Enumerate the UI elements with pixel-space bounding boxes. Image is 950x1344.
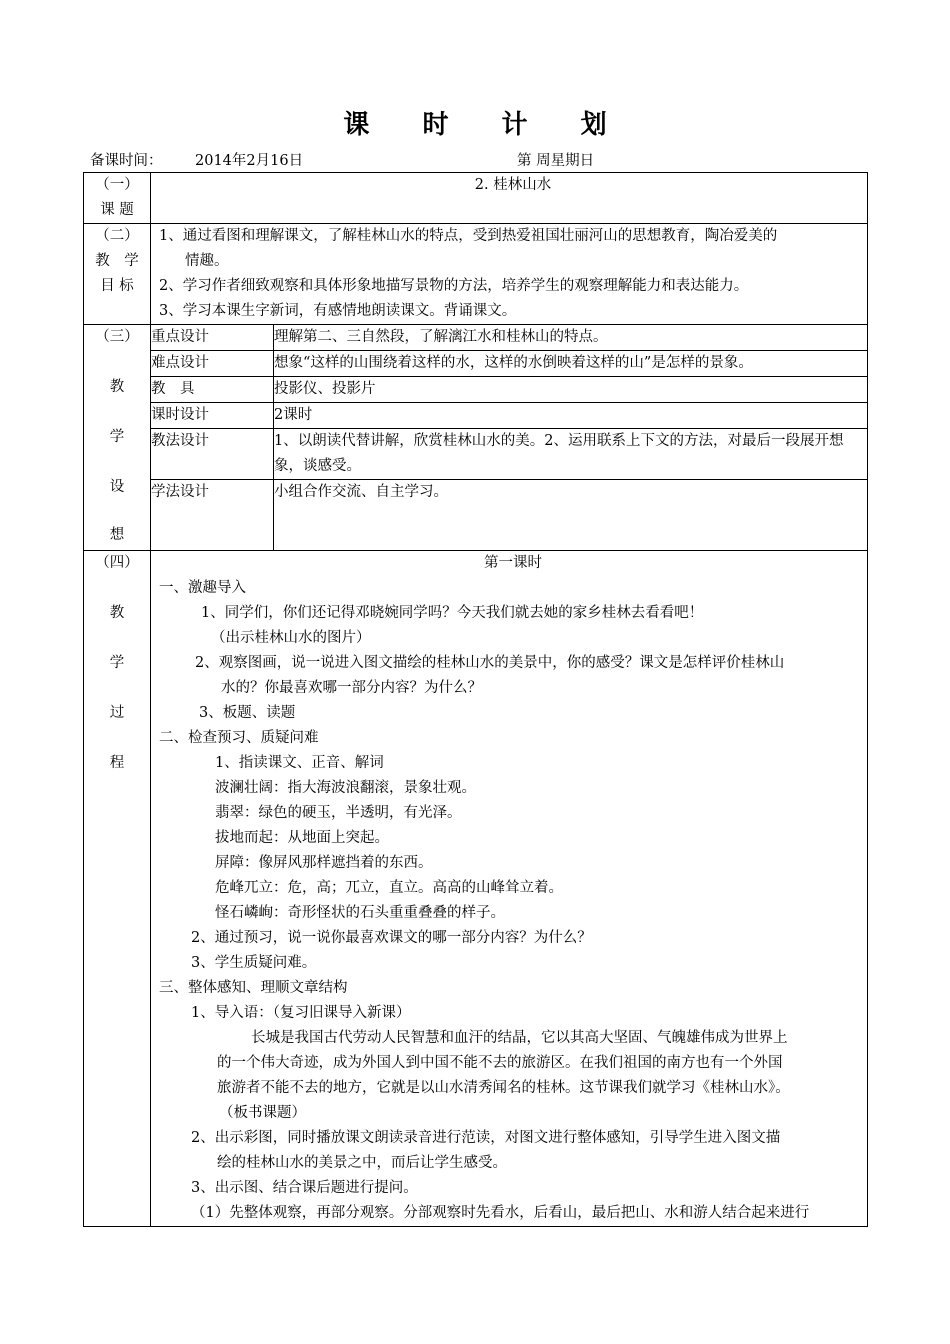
design-label-char: 想 bbox=[109, 527, 125, 543]
design-key: 教法设计 bbox=[151, 429, 274, 480]
process-line: 的一个伟大奇迹，成为外国人到中国不能不去的旅游区。在我们祖国的南方也有一个外国 bbox=[217, 1055, 783, 1071]
design-row bbox=[151, 480, 867, 551]
process-line: 3、学生质疑问难。 bbox=[191, 955, 317, 971]
section-design bbox=[84, 325, 868, 551]
section-goals bbox=[84, 224, 868, 325]
goal-item: 情趣。 bbox=[185, 253, 229, 269]
design-label-num: （三） bbox=[95, 329, 139, 345]
design-value: 2课时 bbox=[274, 403, 868, 429]
process-line: 三、整体感知、理顺文章结构 bbox=[159, 980, 348, 996]
period-heading: 第一课时 bbox=[484, 555, 542, 571]
design-value: 投影仪、投影片 bbox=[274, 377, 868, 403]
process-line: 2、出示彩图，同时播放课文朗读录音进行范读，对图文进行整体感知，引导学生进入图文描 bbox=[191, 1130, 781, 1146]
process-line: 危峰兀立：危，高；兀立，直立。高高的山峰耸立着。 bbox=[215, 880, 563, 896]
design-key: 教 具 bbox=[151, 377, 274, 403]
process-line: 屏障：像屏风那样遮挡着的东西。 bbox=[215, 855, 433, 871]
process-line: 怪石嶙峋：奇形怪状的石头重重叠叠的样子。 bbox=[215, 905, 505, 921]
process-label-char: 学 bbox=[109, 655, 125, 671]
process-line: 2、观察图画，说一说进入图文描绘的桂林山水的美景中，你的感受？课文是怎样评价桂林山 bbox=[195, 655, 785, 671]
design-key: 学法设计 bbox=[151, 480, 274, 551]
process-line: 2、通过预习，说一说你最喜欢课文的哪一部分内容？为什么？ bbox=[191, 930, 592, 946]
process-cell bbox=[151, 551, 868, 1227]
goals-label-cell bbox=[84, 224, 151, 325]
design-value: 想象“这样的山围绕着这样的水，这样的水倒映着这样的山”是怎样的景象。 bbox=[274, 351, 868, 377]
process-line: 翡翠：绿色的硬玉，半透明，有光泽。 bbox=[215, 805, 462, 821]
goals-label-a: 教 学 bbox=[95, 253, 139, 269]
process-line: 1、指读课文、正音、解词 bbox=[215, 755, 384, 771]
process-line: 波澜壮阔：指大海波浪翻滚，景象壮观。 bbox=[215, 780, 476, 796]
process-label-cell bbox=[84, 551, 151, 1227]
design-cell bbox=[151, 325, 868, 551]
design-key: 难点设计 bbox=[151, 351, 274, 377]
process-line: 1、导入语：（复习旧课导入新课） bbox=[191, 1005, 411, 1021]
lesson-plan-table bbox=[83, 172, 868, 1227]
design-value: 小组合作交流、自主学习。 bbox=[274, 480, 868, 551]
design-key: 重点设计 bbox=[151, 325, 274, 351]
process-line: 3、板题、读题 bbox=[199, 705, 296, 721]
process-label-num: （四） bbox=[95, 555, 139, 571]
process-line: 旅游者不能不去的地方，它就是以山水清秀闻名的桂林。这节课我们就学习《桂林山水》。 bbox=[217, 1080, 790, 1096]
section-topic bbox=[84, 173, 868, 224]
section-process bbox=[84, 551, 868, 1227]
design-label-char: 教 bbox=[109, 379, 125, 395]
process-line: 二、检查预习、质疑问难 bbox=[159, 730, 319, 746]
page-title: 课 时 计 划 bbox=[343, 110, 629, 140]
meta-line bbox=[90, 149, 870, 171]
process-label-char: 过 bbox=[109, 705, 125, 721]
design-label-cell bbox=[84, 325, 151, 551]
topic-label: 课 题 bbox=[100, 202, 134, 218]
design-label-char: 学 bbox=[109, 429, 125, 445]
goal-item: 3、学习本课生字新词，有感情地朗读课文。背诵课文。 bbox=[159, 303, 517, 319]
prep-date: 2014年2月16日 bbox=[195, 153, 304, 169]
goals-label-num: （二） bbox=[95, 228, 139, 244]
design-table bbox=[151, 325, 867, 550]
goals-cell bbox=[151, 224, 868, 325]
design-row bbox=[151, 403, 867, 429]
design-key: 课时设计 bbox=[151, 403, 274, 429]
goals-label-b: 目 标 bbox=[100, 278, 134, 294]
design-row bbox=[151, 351, 867, 377]
topic-cell bbox=[151, 173, 868, 224]
goal-item: 1、通过看图和理解课文，了解桂林山水的特点，受到热爱祖国壮丽河山的思想教育，陶冶爱美的 bbox=[159, 228, 778, 244]
prep-time-label: 备课时间： bbox=[90, 153, 163, 169]
process-line: （1）先整体观察，再部分观察。分部观察时先看水，后看山，最后把山、水和游人结合起来进行 bbox=[191, 1205, 810, 1221]
design-value: 1、以朗读代替讲解，欣赏桂林山水的美。2、运用联系上下文的方法，对最后一段展开想象，谈感受。 bbox=[274, 429, 868, 480]
design-row bbox=[151, 377, 867, 403]
process-label-char: 教 bbox=[109, 605, 125, 621]
design-label-char: 设 bbox=[109, 479, 125, 495]
process-line: （出示桂林山水的图片） bbox=[211, 630, 371, 646]
process-line: 长城是我国古代劳动人民智慧和血汗的结晶，它以其高大坚固、气魄雄伟成为世界上 bbox=[251, 1030, 788, 1046]
process-label-char: 程 bbox=[109, 755, 125, 771]
week-day: 第 周星期日 bbox=[517, 153, 595, 169]
process-line: 水的？你最喜欢哪一部分内容？为什么？ bbox=[221, 680, 482, 696]
design-row bbox=[151, 429, 867, 480]
process-line: 3、出示图、结合课后题进行提问。 bbox=[191, 1180, 418, 1196]
design-value: 理解第二、三自然段，了解漓江水和桂林山的特点。 bbox=[274, 325, 868, 351]
process-line: （板书课题） bbox=[219, 1105, 306, 1121]
topic-label-num: （一） bbox=[95, 177, 139, 193]
design-row bbox=[151, 325, 867, 351]
process-line: 绘的桂林山水的美景之中，而后让学生感受。 bbox=[217, 1155, 507, 1171]
goal-item: 2、学习作者细致观察和具体形象地描写景物的方法，培养学生的观察理解能力和表达能力。 bbox=[159, 278, 749, 294]
process-line: 1、同学们，你们还记得邓晓婉同学吗？今天我们就去她的家乡桂林去看看吧！ bbox=[201, 605, 704, 621]
topic-label-cell bbox=[84, 173, 151, 224]
lesson-topic: 2. 桂林山水 bbox=[474, 177, 552, 193]
process-line: 拔地而起：从地面上突起。 bbox=[215, 830, 389, 846]
process-line: 一、激趣导入 bbox=[159, 580, 246, 596]
